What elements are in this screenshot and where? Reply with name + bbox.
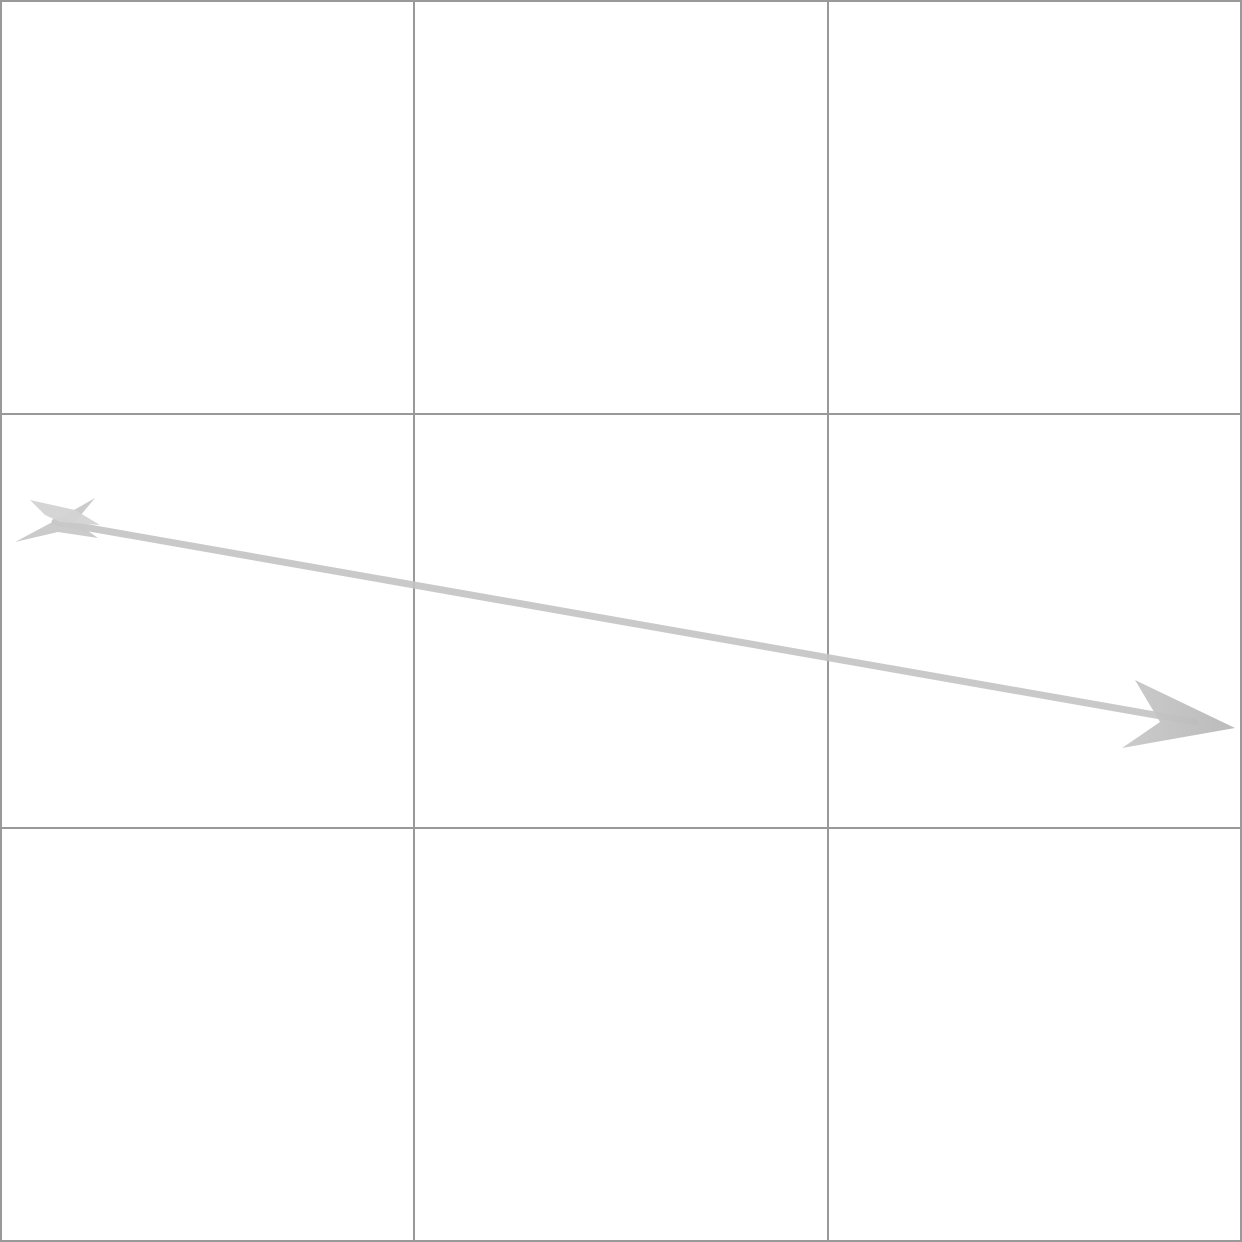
grid-divider bbox=[0, 413, 1242, 415]
grid-divider bbox=[413, 0, 415, 1242]
grid-divider bbox=[827, 0, 829, 1242]
grid-divider bbox=[0, 827, 1242, 829]
